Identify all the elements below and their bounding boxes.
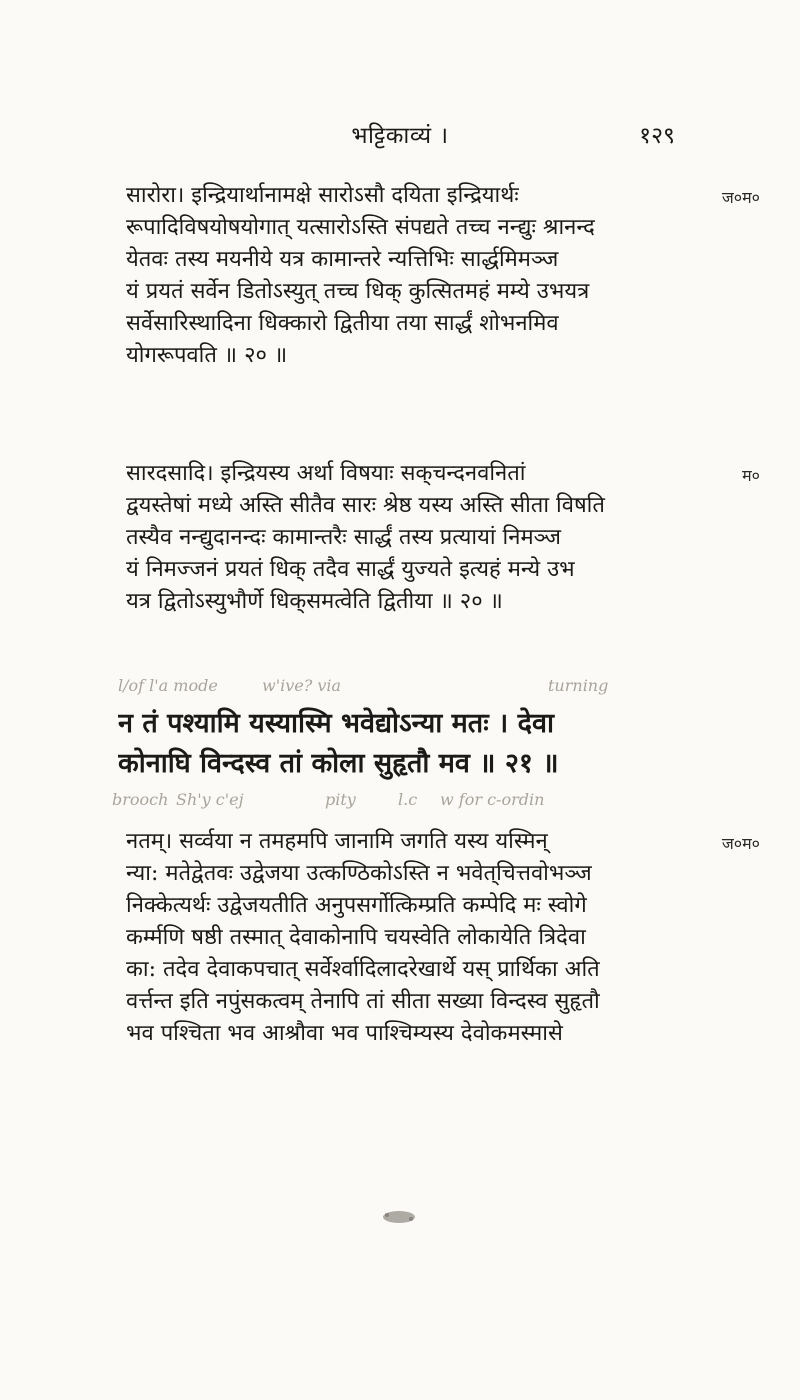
commentary-line: सारोरा। इन्द्रियार्थानामक्षे सारोऽसौ दयिता इन्द्रियार्थः [126, 183, 519, 208]
commentary-line: द्वयस्तेषां मध्ये अस्ति सीतैव सारः श्रेष्ठ यस्य अस्ति सीता विषति [126, 493, 605, 518]
commentary-line: यं प्रयतं सर्वेन डितोऽस्युत्‌ तच्च धिक्‌ कुत्सितमहं मम्ये उभयत्र [126, 279, 590, 304]
pencil-annotation: l/of l'a mode [118, 676, 218, 695]
commentary-line: सर्वेसारिस्थादिना धिक्कारो द्वितीया तया सार्द्धं शोभनमिव [126, 311, 559, 336]
verse-line: न तं पश्यामि यस्यास्मि भवेद्योऽन्या मतः । देवा [118, 708, 555, 739]
commentary-line: येतवः तस्य मयनीये यत्र कामान्तरे न्यत्तिभिः सार्द्धमिमञ्ज [126, 247, 559, 272]
commentary-line: कर्म्मणि षष्ठी तस्मात्‌ देवाकोनापि चयस्वेति लोकायेति त्रिदेवा [126, 925, 586, 950]
pencil-annotation: w'ive? via [262, 676, 342, 695]
commentary-block-2 [126, 458, 686, 618]
pencil-annotation: w for c-ordin [440, 790, 545, 809]
running-title: भट्टिकाव्यं । [351, 123, 449, 149]
ink-blot-mark [378, 1208, 420, 1226]
commentary-line: यं निमज्जनं प्रयतं धिक्‌ तदैव सार्द्धं युज्यते इत्यहं मन्ये उभ [126, 557, 575, 582]
page-header [0, 118, 800, 148]
commentary-line: योगरूपवति ॥ २० ॥ [126, 343, 288, 368]
pencil-annotation: pity [325, 790, 356, 809]
commentary-line: नतम्। सर्व्वया न तमहमपि जानामि जगति यस्य यस्मिन् [126, 829, 548, 854]
commentary-line: यत्र द्वितोऽस्युभौर्णे धिक्‌समत्वेति द्वितीया ॥ २० ॥ [126, 589, 503, 614]
pencil-annotation: brooch [112, 790, 169, 809]
pencil-annotation: Sh'y c'ej [176, 790, 244, 809]
commentary-block-1 [126, 180, 686, 372]
verse-block [118, 704, 718, 784]
marginal-note: ज०म० [721, 834, 760, 853]
commentary-block-3 [126, 826, 686, 1050]
marginal-note: ज०म० [721, 188, 760, 207]
pencil-annotation: l.c [398, 790, 418, 809]
page-number: १२९ [639, 123, 675, 149]
commentary-line: वर्त्तन्त इति नपुंसकत्वम्‌ तेनापि तां सीता सख्या विन्दस्व सुहृतौ [126, 989, 600, 1014]
verse-line: कोनाघि विन्दस्व तां कोला सुहृतौ मव ॥ २१ ॥ [118, 748, 559, 779]
commentary-line: निक्केत्यर्थः उद्वेजयतीति अनुपसर्गोत्किम्प्रति कम्पेदि मः स्वोगे [126, 893, 587, 918]
commentary-line: तस्यैव नन्द्युदानन्दः कामान्तरैः सार्द्धं तस्य प्रत्यायां निमञ्ज [126, 525, 561, 550]
pencil-annotation: turning [548, 676, 609, 695]
commentary-line: सारदसादि। इन्द्रियस्य अर्था विषयाः सक्‌चन्दनवनितां [126, 461, 526, 486]
commentary-line: रूपादिविषयोषयोगात् यत्सारोऽस्ति संपद्यते तच्च नन्द्युः श्रानन्द [126, 215, 595, 240]
commentary-line: भव पश्चिता भव आश्रौवा भव पाश्चिम्यस्य देवोकमस्मासे [126, 1021, 563, 1046]
commentary-line: का: तदेव देवाकपचात्‌ सर्वेर्श्वादिलादरेखार्थे यस्‌ प्रार्थिका अति [126, 957, 600, 982]
marginal-note: म० [742, 466, 760, 485]
commentary-line: न्या: मतेद्वेतवः उद्वेजया उत्कण्ठिकोऽस्ति न भवेत्‌चित्तवोभञ्ज [126, 861, 592, 886]
